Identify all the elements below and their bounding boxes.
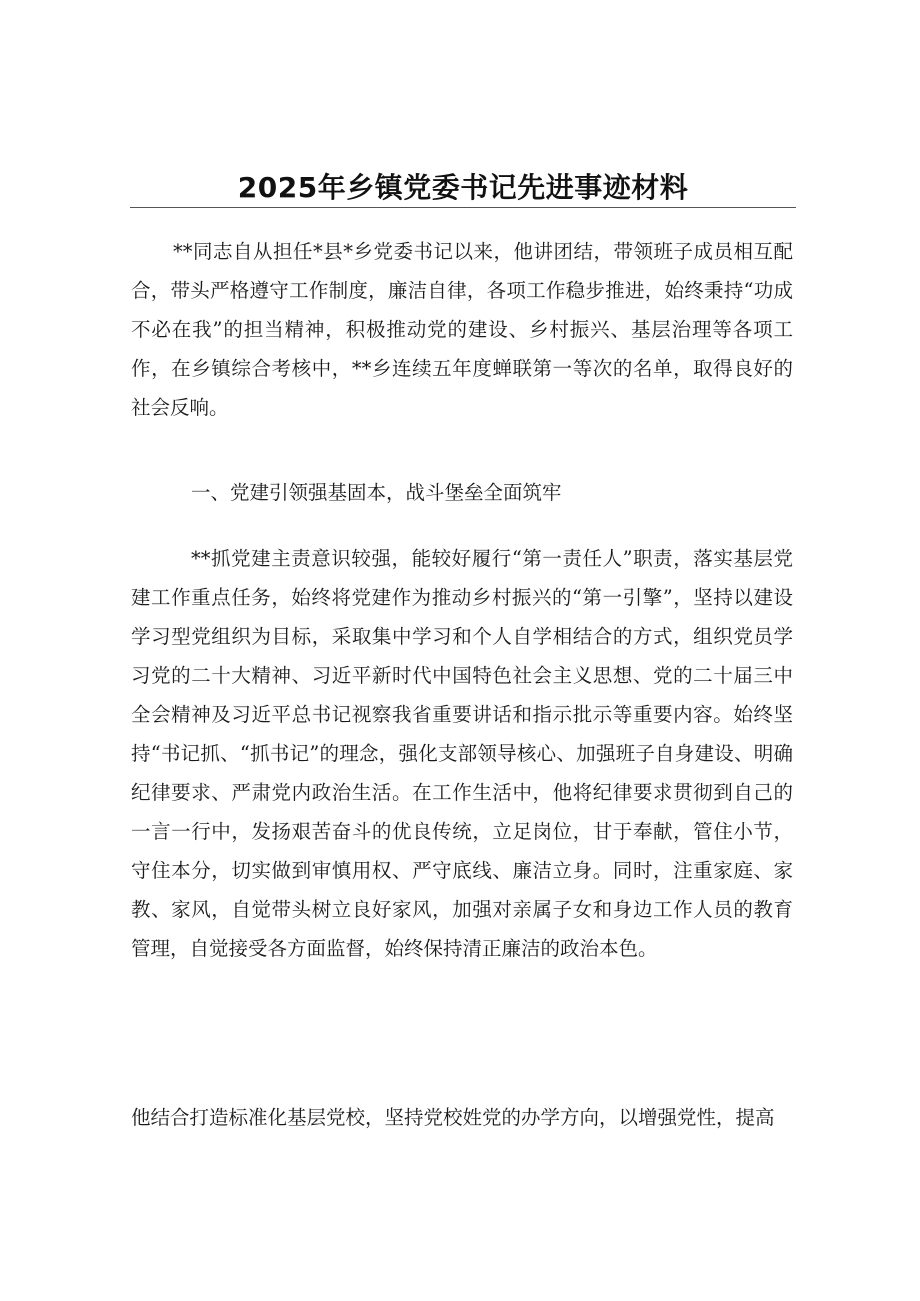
continuation-paragraph: 他结合打造标准化基层党校，坚持党校姓党的办学方向，以增强党性，提高 xyxy=(131,1106,775,1129)
intro-paragraph: **同志自从担任*县*乡党委书记以来，他讲团结，带领班子成员相互配合，带头严格遵守工作制度，廉洁自律，各项工作稳步推进，始终秉持“功成不必在我”的担当精神，积极推动党的建设、乡村振兴、基层治理等各项工作，在乡镇综合考核中，**乡连续五年度蝉联第一等次的名单，取得良好的社会反响。 xyxy=(131,240,793,419)
title-underline xyxy=(130,207,796,208)
section-heading: 一、党建引领强基固本，战斗堡垒全面筑牢 xyxy=(191,481,562,504)
section-paragraph: **抓党建主责意识较强，能较好履行“第一责任人”职责，落实基层党建工作重点任务，始终将党建作为推动乡村振兴的“第一引擎”，坚持以建设学习型党组织为目标，采取集中学习和个人自学相结合的方式，组织党员学习党的二十大精神、习近平新时代中国特色社会主义思想、党的二十届三中全会精神及习近平总书记视察我省重要讲话和指示批示等重要内容。始终坚持“书记抓、“抓书记”的理念，强化支部领导核心、加强班子自身建设、明确纪律要求、严肃党内政治生活。在工作生活中，他将纪律要求贯彻到自己的一言一行中，发扬艰苦奋斗的优良传统，立足岗位，甘于奉献，管住小节，守住本分，切实做到审慎用权、严守底线、廉洁立身。同时，注重家庭、家教、家风，自觉带头树立良好家风，加强对亲属子女和身边工作人员的教育管理，自觉接受各方面监督，始终保持清正廉洁的政治本色。 xyxy=(131,547,793,960)
document-title: 2025年乡镇党委书记先进事迹材料 xyxy=(237,171,689,204)
